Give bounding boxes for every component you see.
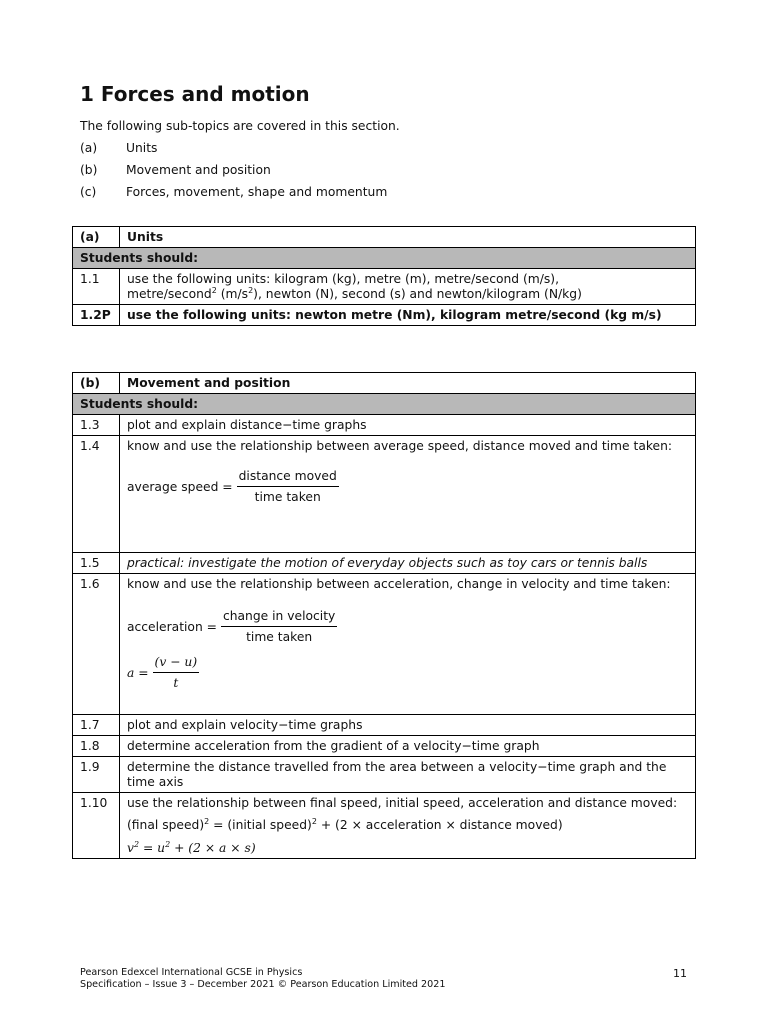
students-should-row [73, 248, 696, 269]
superscript: 2 [248, 285, 254, 295]
subtopic-letter: (c) [80, 185, 97, 199]
spec-number: 1.10 [73, 793, 120, 859]
table-row [73, 305, 696, 326]
table-row [73, 574, 696, 715]
students-should-label: Students should: [73, 248, 696, 269]
superscript: 2 [133, 839, 140, 849]
spec-text-cell [120, 574, 696, 715]
spec-text: know and use the relationship between average speed, distance moved and time taken: [127, 439, 673, 453]
footer-line: Specification – Issue 3 – December 2021 © Pearson Education Limited 2021 [80, 979, 446, 990]
equation-part: = (initial speed) [209, 818, 312, 832]
units-table [72, 226, 696, 326]
table-row [73, 269, 696, 305]
spec-number: 1.7 [73, 715, 120, 736]
table-row [73, 436, 696, 553]
formula-lhs: a = [127, 665, 149, 680]
speed-formula [127, 469, 688, 505]
students-should-row [73, 394, 696, 415]
intro-text: The following sub-topics are covered in this section. [80, 119, 400, 133]
subtopic-letter: (b) [80, 163, 98, 177]
acceleration-symbol-formula [127, 655, 688, 691]
spec-text: plot and explain distance−time graphs [120, 415, 696, 436]
formula-numerator: change in velocity [221, 609, 337, 627]
students-should-label: Students should: [73, 394, 696, 415]
formula-denominator: time taken [254, 490, 321, 504]
spec-text: use the relationship between final speed, initial speed, acceleration and distance moved: [127, 796, 678, 810]
spec-text [120, 269, 696, 305]
spec-text: determine acceleration from the gradient of a velocity−time graph [120, 736, 696, 757]
list-item [80, 163, 387, 185]
section-number: 1 [80, 82, 94, 106]
table-header-row [73, 373, 696, 394]
equation-part: + (2 × a × s) [170, 841, 256, 855]
spec-text: know and use the relationship between acceleration, change in velocity and time taken: [127, 577, 671, 591]
spec-text: plot and explain velocity−time graphs [120, 715, 696, 736]
equation-part: (final speed) [127, 818, 205, 832]
spec-text-part: metre/second [127, 287, 212, 301]
equation-part: + (2 × acceleration × distance moved) [316, 818, 563, 832]
table-title: Units [120, 227, 696, 248]
spec-text: determine the distance travelled from the area between a velocity−time graph and the time axis [120, 757, 696, 793]
spec-text-part: (m/s [216, 287, 249, 301]
section-title: Forces and motion [100, 82, 310, 106]
list-item [80, 141, 387, 163]
spec-number: 1.5 [73, 553, 120, 574]
spec-number: 1.4 [73, 436, 120, 553]
spec-text-cell [120, 436, 696, 553]
subtopic-label: Units [126, 141, 158, 155]
spec-number: 1.8 [73, 736, 120, 757]
superscript: 2 [311, 816, 317, 826]
spec-text-part: ), newton (N), second (s) and newton/kilogram (N/kg) [253, 287, 582, 301]
spec-text: use the following units: newton metre (Nm), kilogram metre/second (kg m/s) [120, 305, 696, 326]
formula-denominator: time taken [246, 630, 313, 644]
equation-part: = u [139, 841, 166, 855]
formula-numerator: (v − u) [153, 655, 200, 673]
table-row [73, 553, 696, 574]
formula-lhs: acceleration = [127, 619, 217, 634]
superscript: 2 [204, 816, 210, 826]
list-item [80, 185, 387, 207]
table-row [73, 757, 696, 793]
subtopic-list [80, 141, 387, 207]
table-row [73, 415, 696, 436]
spec-number: 1.1 [73, 269, 120, 305]
superscript: 2 [211, 285, 217, 295]
symbol-equation [127, 841, 688, 856]
spec-number: 1.9 [73, 757, 120, 793]
movement-table [72, 372, 696, 859]
formula-lhs: average speed = [127, 479, 233, 494]
formula-fraction [221, 609, 337, 645]
subtopic-label: Forces, movement, shape and momentum [126, 185, 388, 199]
spec-text-line1: use the following units: kilogram (kg), metre (m), metre/second (m/s), [127, 272, 560, 286]
equation-part: v [127, 841, 134, 855]
formula-denominator: t [173, 676, 179, 690]
subtopic-label: Movement and position [126, 163, 271, 177]
spec-text: practical: investigate the motion of everyday objects such as toy cars or tennis balls [120, 553, 696, 574]
formula-fraction [237, 469, 339, 505]
subtopic-letter: (a) [80, 141, 98, 155]
spec-number: 1.2P [73, 305, 120, 326]
table-header-row [73, 227, 696, 248]
spec-number: 1.6 [73, 574, 120, 715]
table-row [73, 715, 696, 736]
formula-numerator: distance moved [237, 469, 339, 487]
acceleration-formula [127, 609, 688, 645]
table-letter: (a) [73, 227, 120, 248]
table-row [73, 736, 696, 757]
spec-text-cell [120, 793, 696, 859]
table-row [73, 793, 696, 859]
spec-number: 1.3 [73, 415, 120, 436]
word-equation [127, 818, 688, 833]
superscript: 2 [165, 839, 171, 849]
table-title: Movement and position [120, 373, 696, 394]
footer [80, 967, 445, 991]
formula-fraction [153, 655, 200, 691]
page-number: 11 [673, 967, 687, 980]
footer-line: Pearson Edexcel International GCSE in Physics [80, 967, 303, 978]
page-title [80, 82, 310, 106]
table-letter: (b) [73, 373, 120, 394]
